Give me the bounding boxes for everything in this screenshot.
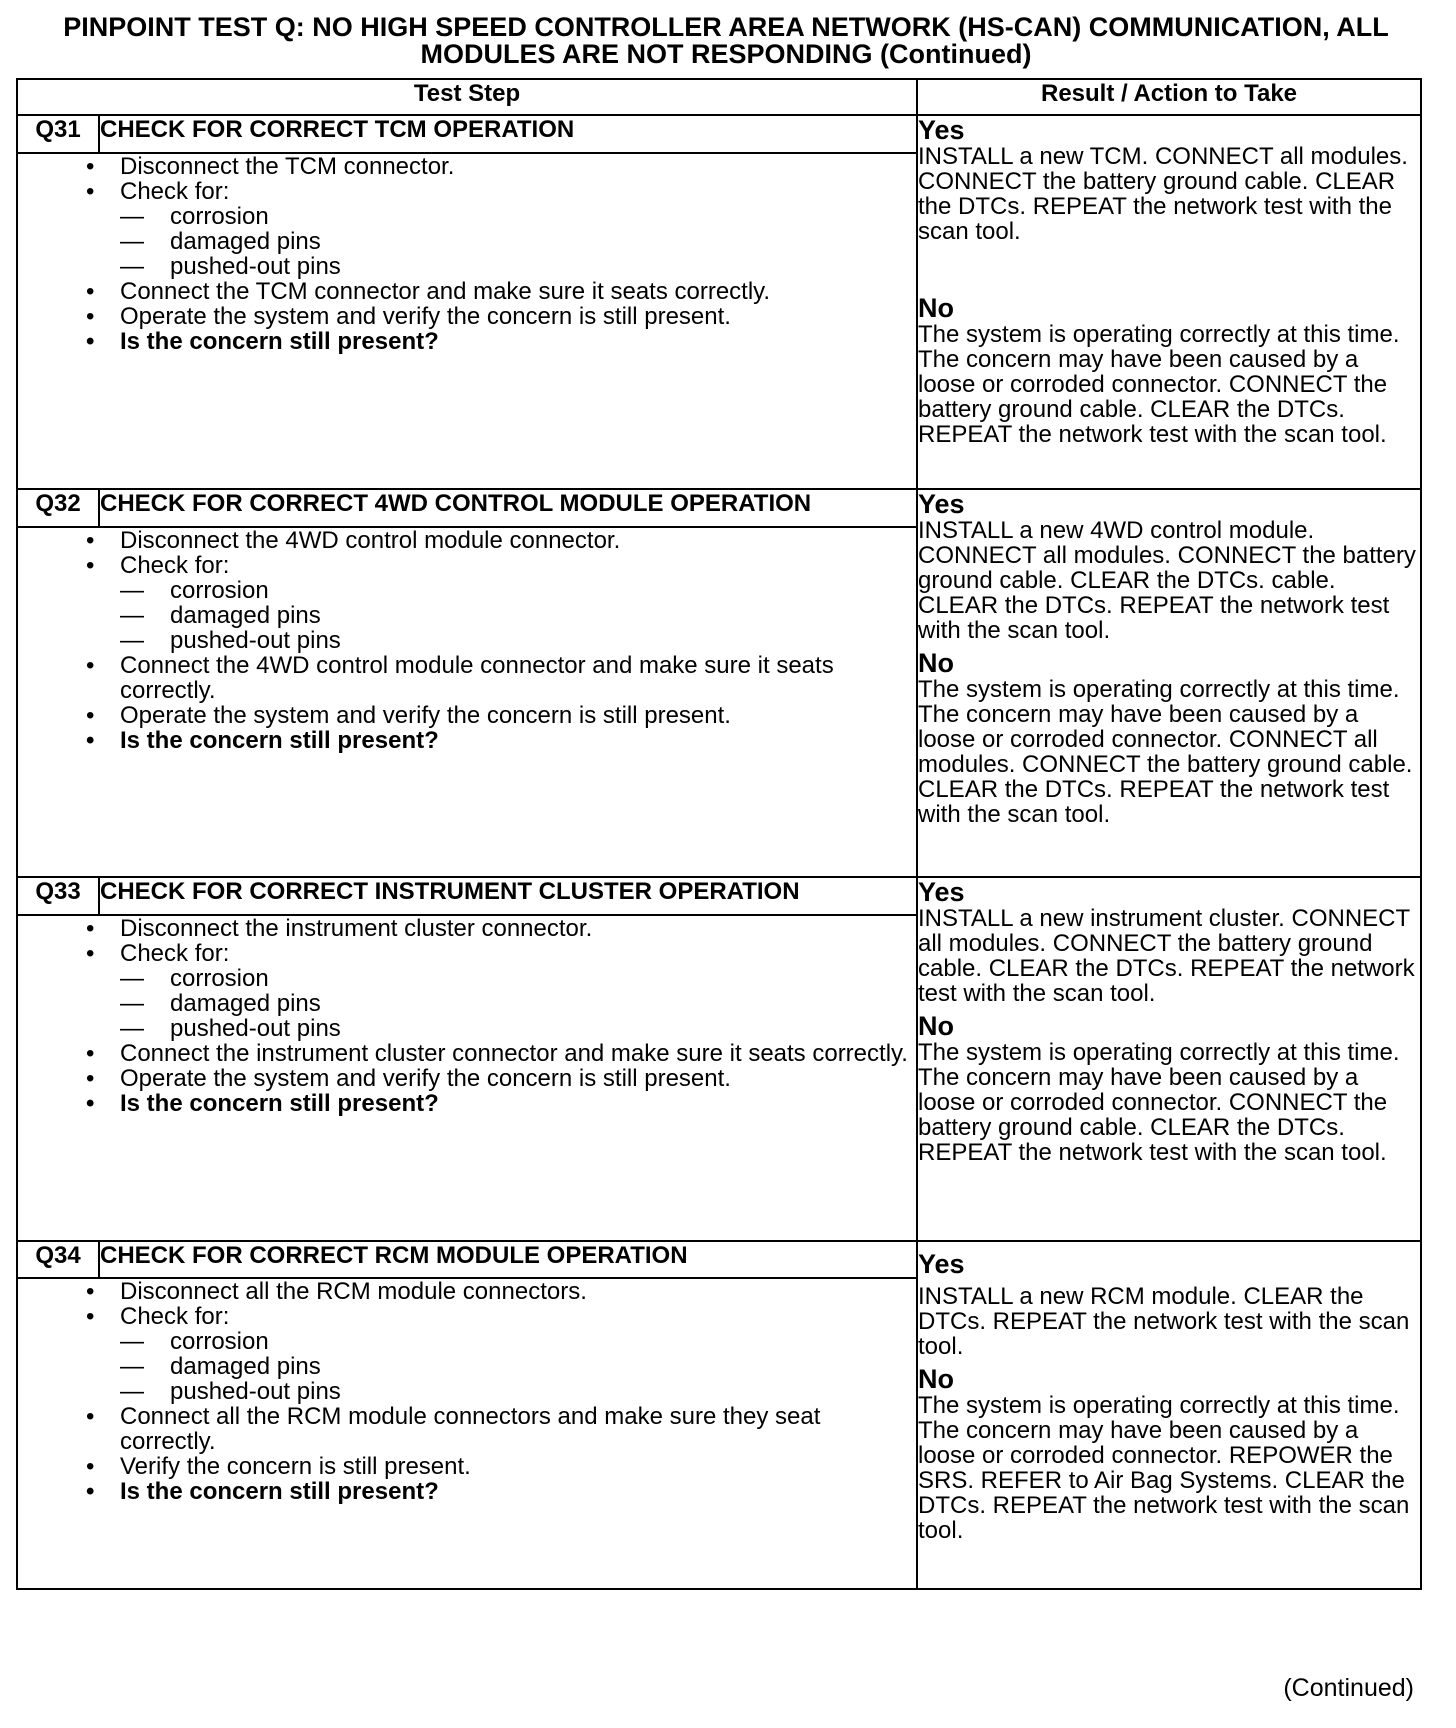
no-label: No [918, 1011, 954, 1041]
list-item: — damaged pins [120, 1354, 916, 1379]
no-action: The system is operating correctly at this time. The concern may have been caused by a loose or corroded connector. REPOWER the SRS. REFER to Air Bag Systems. CLEAR the DTCs. REPEAT the network test with the scan tool. [918, 1392, 1410, 1544]
list-item: • Is the concern still present? [120, 329, 916, 354]
step-result [917, 489, 1421, 877]
instruction-list [18, 1279, 916, 1504]
title-line-1: PINPOINT TEST Q: NO HIGH SPEED CONTROLLER AREA NETWORK (HS-CAN) COMMUNICATION, ALL [63, 12, 1389, 42]
header-test-step: Test Step [17, 79, 917, 115]
no-action: The system is operating correctly at this time. The concern may have been caused by a loose or corroded connector. CONNECT the battery ground cable. CLEAR the DTCs. REPEAT the network test with the scan tool. [918, 321, 1400, 448]
yes-action: INSTALL a new RCM module. CLEAR the DTCs. REPEAT the network test with the scan tool. [918, 1283, 1410, 1360]
yes-label: Yes [918, 877, 965, 907]
no-action: The system is operating correctly at this time. The concern may have been caused by a loose or corroded connector. CONNECT the battery ground cable. CLEAR the DTCs. REPEAT the network test with the scan tool. [918, 1039, 1400, 1166]
no-label: No [918, 293, 954, 323]
step-instructions [17, 153, 917, 489]
yes-action: INSTALL a new 4WD control module. CONNECT all modules. CONNECT the battery ground cable. CLEAR the DTCs. cable. CLEAR the DTCs. REPEAT the network test with the scan tool. [918, 517, 1416, 644]
pinpoint-test-table [16, 78, 1422, 1590]
list-item: • Check for: [120, 1304, 916, 1329]
step-number: Q32 [17, 489, 99, 527]
no-label: No [918, 648, 954, 678]
list-item: • Connect the instrument cluster connector and make sure it seats correctly. [120, 1041, 916, 1066]
step-instructions [17, 527, 917, 877]
yes-action: INSTALL a new instrument cluster. CONNECT all modules. CONNECT the battery ground cable. CLEAR the DTCs. REPEAT the network test with the scan tool. [918, 905, 1415, 1007]
steps-body [17, 115, 1421, 1589]
list-item: — corrosion [120, 578, 916, 603]
step-heading-row [17, 489, 1421, 527]
list-item: • Connect the 4WD control module connector and make sure it seats correctly. [120, 653, 916, 703]
no-label: No [918, 1364, 954, 1394]
no-action: The system is operating correctly at this time. The concern may have been caused by a loose or corroded connector. CONNECT all modules. CONNECT the battery ground cable. CLEAR the DTCs. REPEAT the network test with the scan tool. [918, 676, 1413, 828]
step-heading: CHECK FOR CORRECT 4WD CONTROL MODULE OPERATION [99, 489, 917, 527]
step-instructions [17, 1278, 917, 1589]
list-item: — damaged pins [120, 603, 916, 628]
instruction-list [18, 916, 916, 1116]
yes-label: Yes [918, 115, 965, 145]
step-result [917, 877, 1421, 1241]
yes-label: Yes [918, 489, 965, 519]
instruction-list [18, 154, 916, 354]
list-item: • Is the concern still present? [120, 1479, 916, 1504]
list-item: — pushed-out pins [120, 1379, 916, 1404]
list-item: • Verify the concern is still present. [120, 1454, 916, 1479]
list-item: • Disconnect all the RCM module connectors. [120, 1279, 916, 1304]
step-result [917, 115, 1421, 489]
list-item: — corrosion [120, 1329, 916, 1354]
list-item: • Operate the system and verify the concern is still present. [120, 1066, 916, 1091]
page-title [16, 14, 1436, 68]
step-number: Q33 [17, 877, 99, 915]
list-item: — corrosion [120, 204, 916, 229]
list-item: — damaged pins [120, 229, 916, 254]
step-heading: CHECK FOR CORRECT RCM MODULE OPERATION [99, 1241, 917, 1278]
table-header-row [17, 79, 1421, 115]
list-item: — corrosion [120, 966, 916, 991]
yes-action: INSTALL a new TCM. CONNECT all modules. CONNECT the battery ground cable. CLEAR the DTCs. REPEAT the network test with the scan tool. [918, 143, 1408, 245]
step-heading: CHECK FOR CORRECT INSTRUMENT CLUSTER OPERATION [99, 877, 917, 915]
continued-label: (Continued) [1283, 1674, 1414, 1702]
list-item: — damaged pins [120, 991, 916, 1016]
list-item: • Check for: [120, 179, 916, 204]
instruction-list [18, 528, 916, 753]
list-item: • Connect all the RCM module connectors and make sure they seat correctly. [120, 1404, 916, 1454]
list-item: — pushed-out pins [120, 1016, 916, 1041]
step-number: Q31 [17, 115, 99, 153]
list-item: • Disconnect the 4WD control module connector. [120, 528, 916, 553]
list-item: • Check for: [120, 553, 916, 578]
list-item: • Operate the system and verify the concern is still present. [120, 304, 916, 329]
list-item: • Is the concern still present? [120, 1091, 916, 1116]
list-item: • Connect the TCM connector and make sure it seats correctly. [120, 279, 916, 304]
list-item: — pushed-out pins [120, 254, 916, 279]
list-item: • Is the concern still present? [120, 728, 916, 753]
step-heading: CHECK FOR CORRECT TCM OPERATION [99, 115, 917, 153]
list-item: • Operate the system and verify the concern is still present. [120, 703, 916, 728]
step-instructions [17, 915, 917, 1241]
list-item: • Disconnect the TCM connector. [120, 154, 916, 179]
list-item: • Disconnect the instrument cluster connector. [120, 916, 916, 941]
header-result-action: Result / Action to Take [917, 79, 1421, 115]
title-line-2: MODULES ARE NOT RESPONDING (Continued) [420, 39, 1032, 69]
list-item: — pushed-out pins [120, 628, 916, 653]
step-number: Q34 [17, 1241, 99, 1278]
step-heading-row [17, 877, 1421, 915]
step-heading-row [17, 115, 1421, 153]
list-item: • Check for: [120, 941, 916, 966]
step-result [917, 1241, 1421, 1589]
step-heading-row [17, 1241, 1421, 1278]
yes-label: Yes [918, 1249, 965, 1279]
